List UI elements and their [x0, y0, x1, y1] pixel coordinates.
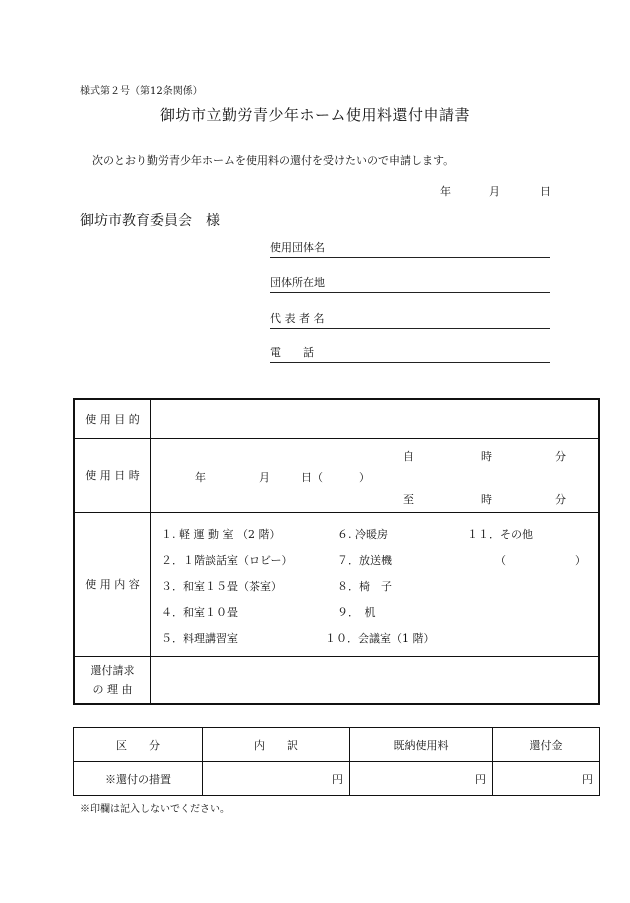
- purpose-label: 使 用 目 的: [74, 399, 151, 438]
- date-month: 月: [489, 185, 500, 198]
- from-minute: 分: [555, 449, 566, 463]
- org-name-field[interactable]: [270, 240, 550, 258]
- content-item[interactable]: ６. 冷暖房: [337, 527, 388, 541]
- use-day: 日（: [301, 470, 323, 484]
- reason-label-line1: 還付請求: [90, 663, 135, 677]
- content-item[interactable]: ３．和室１５畳（茶室）: [161, 579, 282, 593]
- reason-label: [74, 656, 151, 704]
- content-item[interactable]: ９． 机: [337, 605, 376, 619]
- document-title: 御坊市立勤労青少年ホーム使用料還付申請書: [159, 106, 470, 124]
- intro-text: 次のとおり勤労青少年ホームを使用料の還付を受けたいので申請します。: [92, 154, 455, 167]
- representative-label: 代 表 者 名: [270, 312, 325, 325]
- form-number: 様式第２号（第12条関係）: [80, 86, 203, 97]
- use-year: 年: [195, 470, 206, 484]
- content-item[interactable]: ７．放送機: [337, 553, 392, 567]
- date-year: 年: [440, 185, 451, 198]
- refund-amount-field[interactable]: [493, 762, 600, 796]
- representative-field[interactable]: [270, 311, 550, 329]
- to-label: 至: [403, 492, 414, 506]
- content-item[interactable]: ５．料理講習室: [161, 631, 238, 645]
- other-close-paren: ）: [575, 553, 586, 567]
- content-item[interactable]: １１．その他: [467, 527, 533, 541]
- fee-header: 内 訳: [203, 728, 350, 762]
- yen-unit: 円: [332, 772, 343, 786]
- refund-measure-label: ※還付の措置: [74, 762, 203, 796]
- org-name-label: 使用団体名: [270, 241, 325, 254]
- to-minute: 分: [555, 492, 566, 506]
- paid-fee-field[interactable]: [350, 762, 493, 796]
- date-label: 使 用 日 時: [74, 438, 151, 512]
- breakdown-field[interactable]: [203, 762, 350, 796]
- fee-table: [73, 727, 600, 796]
- purpose-field[interactable]: [151, 399, 600, 438]
- org-address-field[interactable]: [270, 275, 550, 293]
- reason-label-line2: の 理 由: [92, 682, 133, 696]
- usage-table: [73, 398, 600, 705]
- to-hour: 時: [481, 492, 492, 506]
- content-item[interactable]: １. 軽 運 動 室 （2 階）: [161, 527, 281, 541]
- fee-header: 既納使用料: [350, 728, 493, 762]
- org-address-label: 団体所在地: [270, 276, 325, 289]
- content-item[interactable]: ８．椅 子: [337, 579, 392, 593]
- use-day-close: ）: [359, 470, 370, 484]
- from-hour: 時: [481, 449, 492, 463]
- content-label: 使 用 内 容: [74, 512, 151, 656]
- content-item[interactable]: １０．会議室（1 階）: [325, 631, 435, 645]
- content-item[interactable]: ４．和室１０畳: [161, 605, 238, 619]
- reason-field[interactable]: [151, 656, 600, 704]
- content-field[interactable]: [151, 512, 600, 656]
- date-day: 日: [540, 185, 551, 198]
- date-field[interactable]: [151, 438, 600, 512]
- other-open-paren: （: [495, 553, 506, 567]
- yen-unit: 円: [475, 772, 486, 786]
- yen-unit: 円: [582, 772, 593, 786]
- content-item[interactable]: ２．１階談話室（ロビー）: [161, 553, 293, 567]
- phone-field[interactable]: [270, 345, 550, 363]
- fee-header: 還付金: [493, 728, 600, 762]
- phone-label: 電 話: [270, 346, 314, 359]
- from-label: 自: [403, 449, 414, 463]
- footnote: ※印欄は記入しないでください。: [80, 804, 230, 815]
- addressee: 御坊市教育委員会 様: [80, 213, 220, 229]
- use-month: 月: [259, 470, 270, 484]
- fee-header: 区 分: [74, 728, 203, 762]
